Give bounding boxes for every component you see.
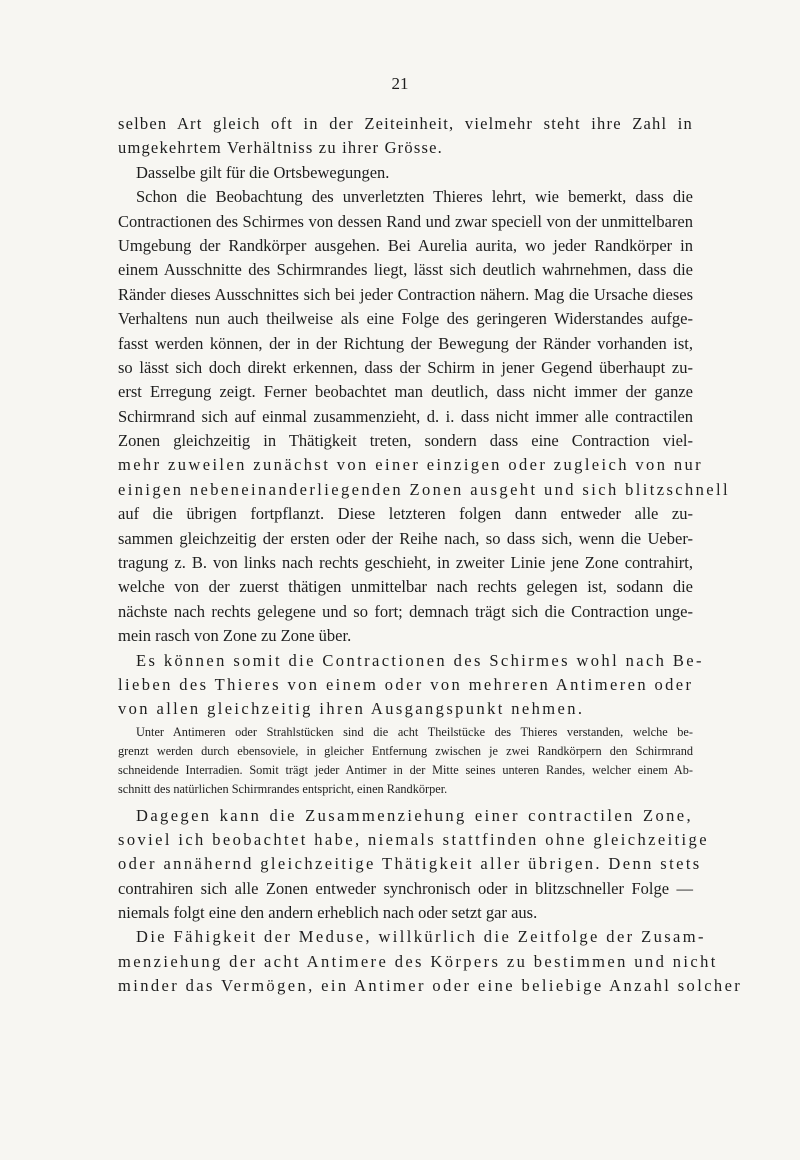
text-line: welche von der zuerst thätigen unmittelbar nach rechts gelegen ist, sodann die bbox=[118, 577, 693, 597]
text-line: Contractionen des Schirmes von dessen Rand und zwar speciell von der unmittelbaren bbox=[118, 211, 693, 231]
text-line: Verhaltens nun auch theilweise als eine Folge des geringeren Widerstandes aufge- bbox=[118, 309, 693, 329]
text-line: Ränder dieses Ausschnittes sich bei jeder Contraction nähern. Mag die Ursache dieses bbox=[118, 284, 693, 304]
text-line: sammen gleichzeitig der ersten oder der Reihe nach, so dass sich, wenn die Ueber- bbox=[118, 528, 693, 548]
text-line: Zonen gleichzeitig in Thätigkeit treten, sondern dass eine Contraction viel- bbox=[118, 431, 693, 451]
footnote bbox=[118, 723, 693, 800]
text-line: nächste nach rechts gelegene und so fort; demnach trägt sich die Contraction unge- bbox=[118, 601, 693, 621]
body-text bbox=[118, 112, 743, 999]
footnote-line: grenzt werden durch ebensoviele, in gleicher Entfernung zwischen je zwei Randkörpern den Schirmrand bbox=[118, 743, 693, 758]
text-line: lieben des Thieres von einem oder von mehreren Antimeren oder bbox=[118, 674, 694, 694]
text-line: mehr zuweilen zunächst von einer einzigen oder zugleich von nur bbox=[118, 455, 704, 475]
text-line: minder das Vermögen, ein Antimer oder eine beliebige Anzahl solcher bbox=[118, 976, 743, 996]
text-line: erst Erregung zeigt. Ferner beobachtet man deutlich, dass nicht immer der ganze bbox=[118, 382, 693, 402]
footnote-line: schneidende Interradien. Somit trägt jeder Antimer in der Mitte seines unteren Randes, welcher einem Ab- bbox=[118, 763, 693, 778]
text-line: Dagegen kann die Zusammenziehung einer contractilen Zone, bbox=[136, 805, 693, 825]
text-line: selben Art gleich oft in der Zeiteinheit, vielmehr steht ihre Zahl in bbox=[118, 114, 693, 133]
text-line: Es können somit die Contractionen des Schirmes wohl nach Be- bbox=[136, 650, 704, 670]
footnote-line: schnitt des natürlichen Schirmrandes entspricht, einen Randkörper. bbox=[118, 782, 448, 797]
text-line: einem Ausschnitte des Schirmrandes liegt, lässt sich deutlich wahrnehmen, dass die bbox=[118, 260, 693, 280]
text-line: contrahiren sich alle Zonen entweder synchronisch oder in blitzschneller Folge — bbox=[118, 878, 693, 898]
text-line: mein rasch von Zone zu Zone über. bbox=[118, 626, 352, 646]
text-line: Umgebung der Randkörper ausgehen. Bei Aurelia aurita, wo jeder Randkörper in bbox=[118, 235, 693, 255]
text-line: so lässt sich doch direkt erkennen, dass der Schirm in jener Gegend überhaupt zu- bbox=[118, 357, 693, 377]
text-line: einigen nebeneinanderliegenden Zonen ausgeht und sich blitzschnell bbox=[118, 479, 730, 499]
text-line: Die Fähigkeit der Meduse, willkürlich die Zeitfolge der Zusam- bbox=[136, 927, 706, 947]
text-line: Dasselbe gilt für die Ortsbewegungen. bbox=[136, 162, 390, 182]
text-line: tragung z. B. von links nach rechts geschieht, in zweiter Linie jene Zone contrahirt, bbox=[118, 553, 693, 573]
text-line: von allen gleichzeitig ihren Ausgangspunkt nehmen. bbox=[118, 699, 585, 719]
text-line: Schon die Beobachtung des unverletzten Thieres lehrt, wie bemerkt, dass die bbox=[136, 187, 693, 207]
text-line: auf die übrigen fortpflanzt. Diese letzteren folgen dann entweder alle zu- bbox=[118, 504, 693, 524]
text-line: menziehung der acht Antimere des Körpers zu bestimmen und nicht bbox=[118, 951, 718, 971]
page-number: 21 bbox=[391, 74, 409, 93]
text-line: oder annähernd gleichzeitige Thätigkeit aller übrigen. Denn stets bbox=[118, 854, 702, 874]
footnote-line: Unter Antimeren oder Strahlstücken sind die acht Theilstücke des Thieres verstanden, welche be- bbox=[136, 724, 693, 739]
text-line: fasst werden können, der in der Richtung der Bewegung der Ränder vorhanden ist, bbox=[118, 333, 693, 353]
text-line: Schirmrand sich auf einmal zusammenzieht, d. i. dass nicht immer alle contractilen bbox=[118, 406, 693, 426]
text-line: soviel ich beobachtet habe, niemals stattfinden ohne gleichzeitige bbox=[118, 829, 709, 849]
text-line: umgekehrtem Verhältniss zu ihrer Grösse. bbox=[118, 138, 443, 158]
text-line: niemals folgt eine den andern erheblich nach oder setzt gar aus. bbox=[118, 903, 538, 923]
